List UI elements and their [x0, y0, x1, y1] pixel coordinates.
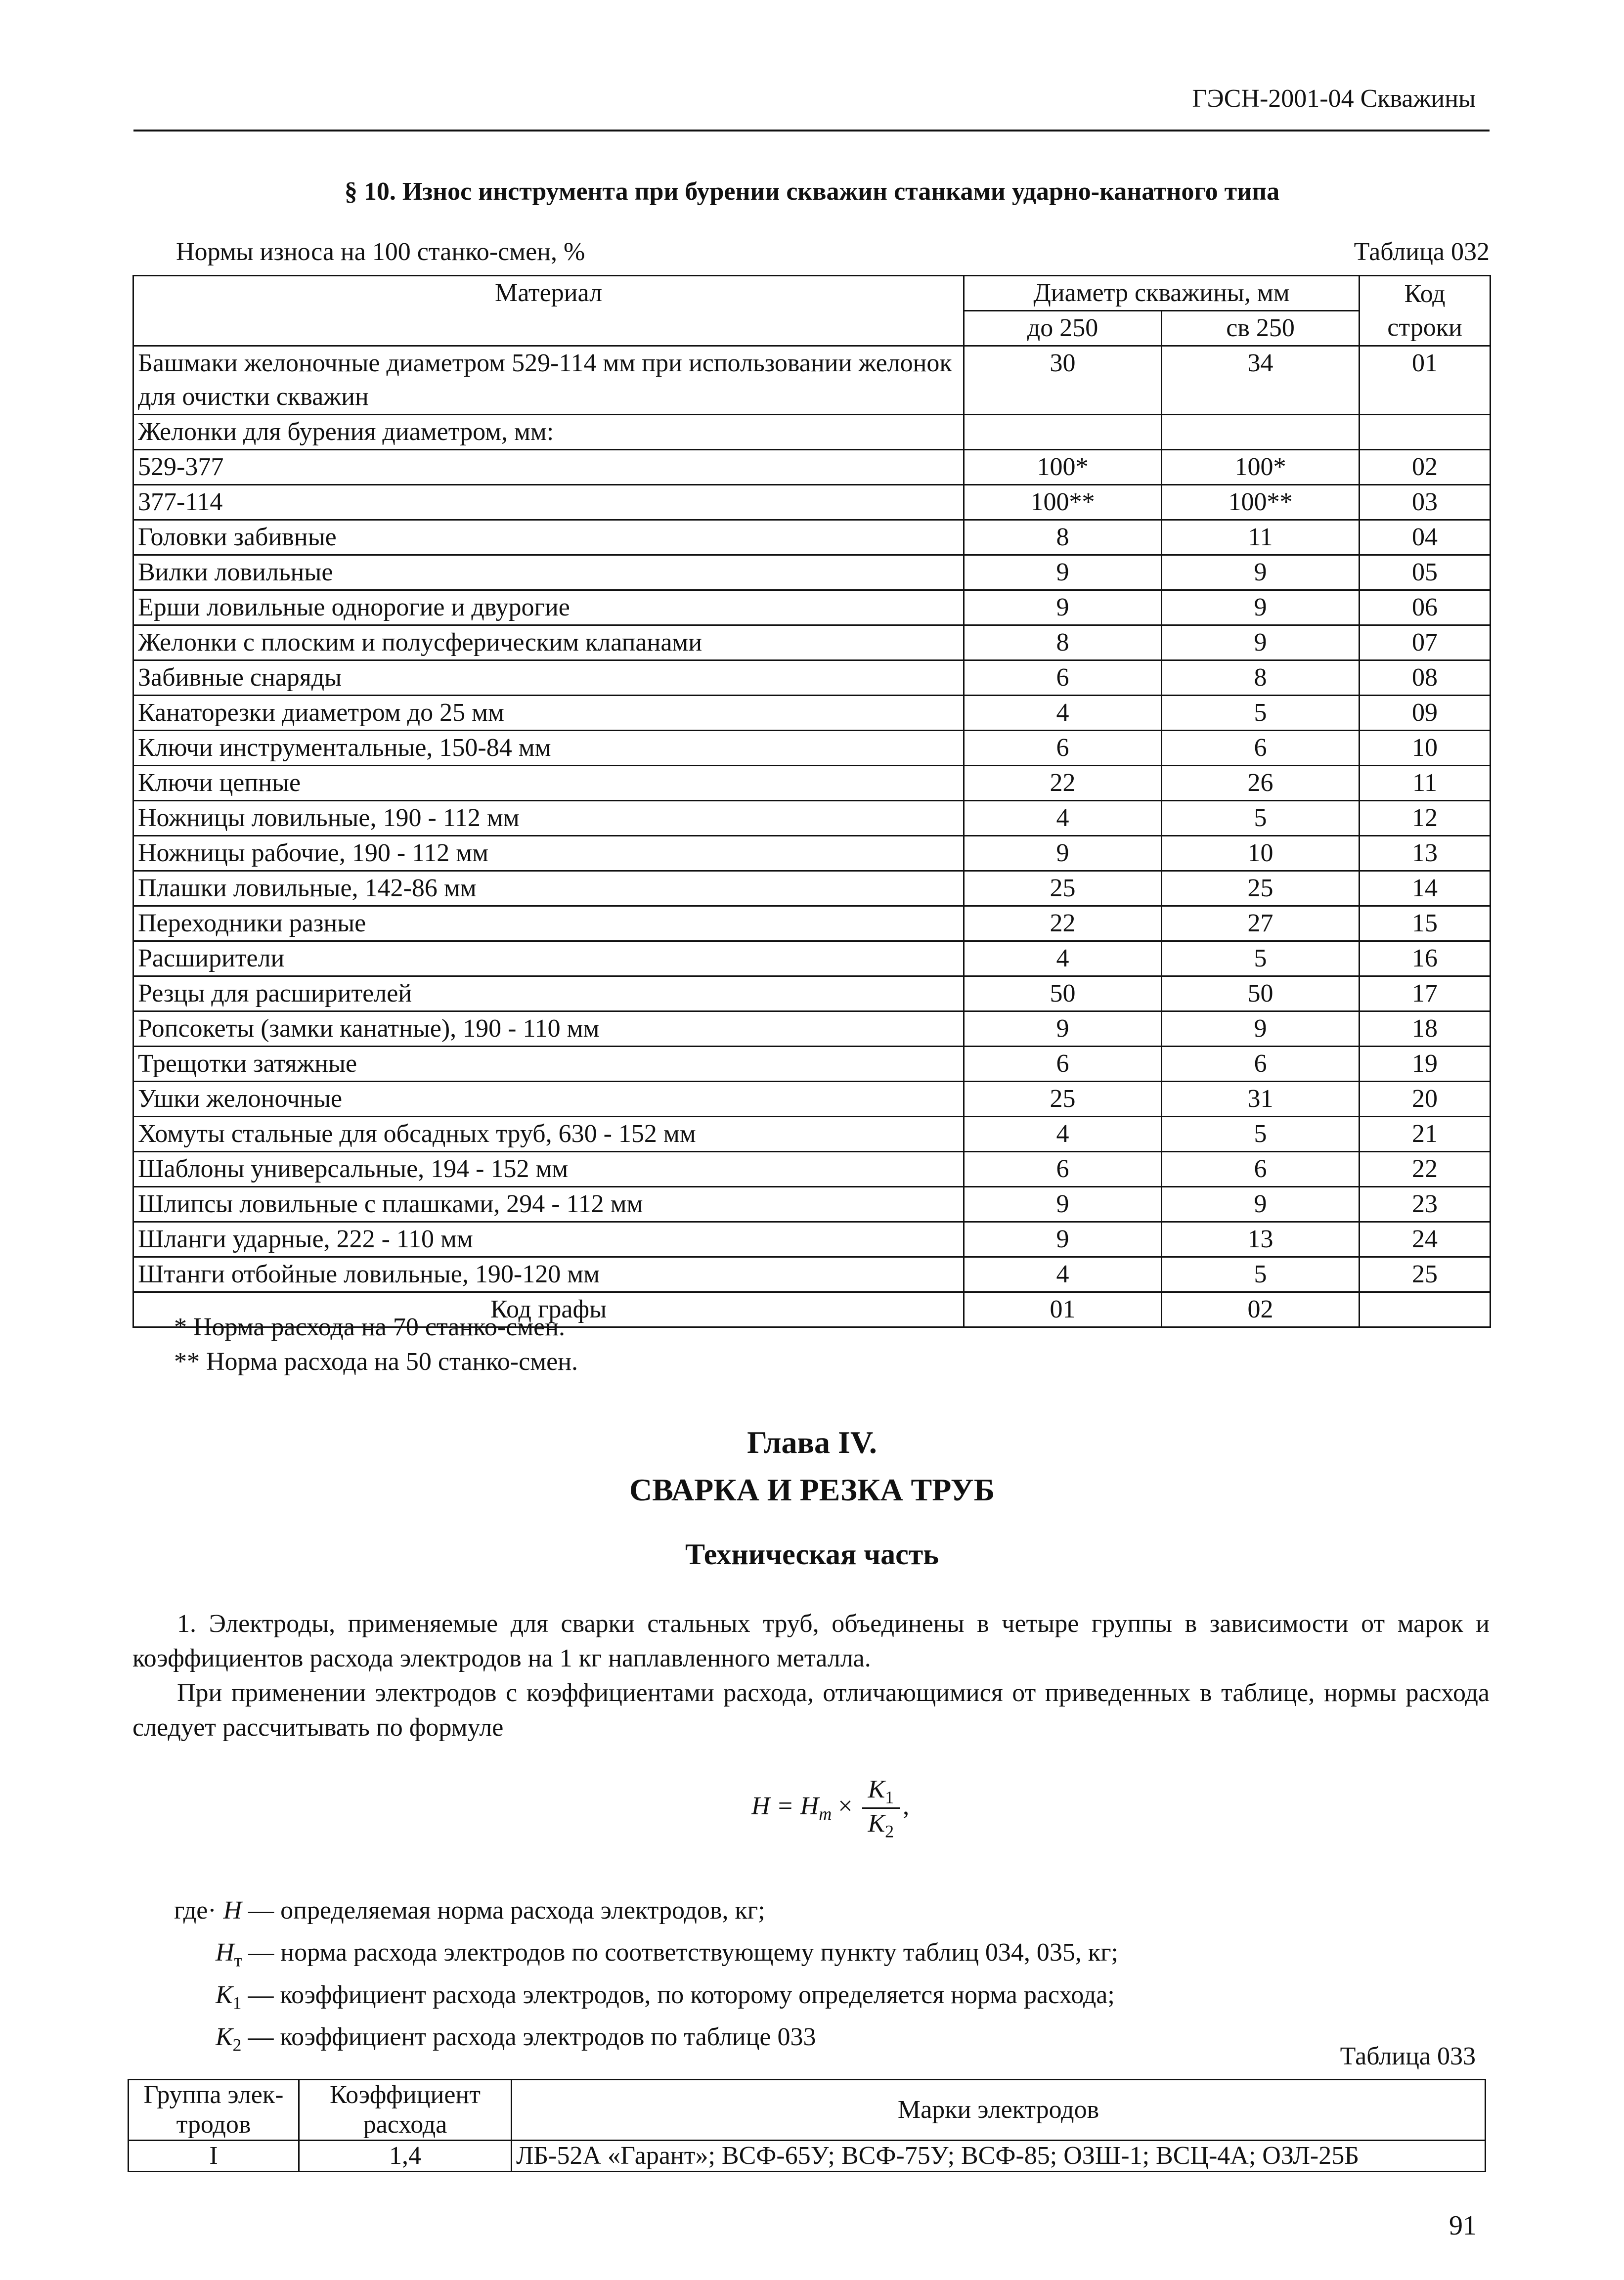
- table-row: [133, 976, 1491, 1011]
- cell-diameter-over-250: 50: [1162, 976, 1360, 1011]
- cell-material: Ключи инструментальные, 150-84 мм: [133, 731, 964, 766]
- cell-material: Ерши ловильные однорогие и двурогие: [133, 590, 964, 625]
- table-row: [133, 1082, 1491, 1117]
- cell-brands: ЛБ-52А «Гарант»; ВСФ-65У; ВСФ-75У; ВСФ-85; ОЗШ-1; ВСЦ-4А; ОЗЛ-25Б: [512, 2141, 1486, 2172]
- definition-text: — коэффициент расхода электродов по таблице 033: [241, 2023, 816, 2052]
- definition-prefix: где·: [174, 1896, 217, 1925]
- cell-diameter-upto-250: 22: [964, 906, 1162, 941]
- table-row: [133, 660, 1491, 696]
- table-033-header-row: [129, 2080, 1486, 2141]
- formula-tail: ,: [903, 1792, 910, 1820]
- table-row: [133, 555, 1491, 590]
- page-number: 91: [1449, 2210, 1477, 2241]
- cell-diameter-upto-250: 4: [964, 1117, 1162, 1152]
- cell-row-code: 03: [1360, 485, 1491, 520]
- cell-row-code: 01: [1360, 346, 1491, 415]
- cell-material: Вилки ловильные: [133, 555, 964, 590]
- cell-material: Головки забивные: [133, 520, 964, 555]
- definition-symbol: Н: [223, 1896, 242, 1925]
- denominator-symbol: К: [868, 1809, 885, 1838]
- definition-symbol: К: [216, 2023, 233, 2052]
- cell-diameter-over-250: 27: [1162, 906, 1360, 941]
- table-032-header-row-1: [133, 276, 1491, 311]
- cell-row-code: 14: [1360, 871, 1491, 906]
- formula-sub-t: т: [819, 1804, 832, 1824]
- cell-diameter-over-250: 9: [1162, 1011, 1360, 1047]
- cell-material: Забивные снаряды: [133, 660, 964, 696]
- formula-times: ×: [838, 1792, 853, 1820]
- table-row: [133, 1187, 1491, 1222]
- cell-diameter-upto-250: 50: [964, 976, 1162, 1011]
- table-row: [133, 1011, 1491, 1047]
- cell-row-code: 18: [1360, 1011, 1491, 1047]
- header-brands: Марки электродов: [512, 2080, 1486, 2141]
- table-row: [133, 731, 1491, 766]
- table-row: [133, 941, 1491, 976]
- cell-diameter-over-250: 9: [1162, 1187, 1360, 1222]
- definition-line: [174, 1893, 1118, 1935]
- cell-material: Расширители: [133, 941, 964, 976]
- cell-material: Желонки с плоским и полусферическим клапанами: [133, 625, 964, 660]
- cell-diameter-upto-250: 9: [964, 836, 1162, 871]
- table-row: [133, 766, 1491, 801]
- header-upto-250: до 250: [964, 311, 1162, 346]
- definition-symbol-sub: 2: [232, 2035, 242, 2055]
- table-033: [128, 2079, 1486, 2172]
- table-033-body: [129, 2141, 1486, 2172]
- cell-diameter-upto-250: 9: [964, 590, 1162, 625]
- cell-material: Плашки ловильные, 142-86 мм: [133, 871, 964, 906]
- cell-row-code: 16: [1360, 941, 1491, 976]
- cell-diameter-over-250: 6: [1162, 731, 1360, 766]
- cell-diameter-over-250: 6: [1162, 1047, 1360, 1082]
- note-2: ** Норма расхода на 50 станко-смен.: [174, 1348, 578, 1376]
- table-row: [133, 871, 1491, 906]
- definition-symbol: Н: [216, 1938, 234, 1967]
- cell-material: Шаблоны универсальные, 194 - 152 мм: [133, 1152, 964, 1187]
- cell-diameter-upto-250: 30: [964, 346, 1162, 415]
- numerator-symbol: К: [868, 1775, 885, 1803]
- header-diameter: Диаметр скважины, мм: [964, 276, 1360, 311]
- cell-material: Ушки желоночные: [133, 1082, 964, 1117]
- cell-material: Штанги отбойные ловильные, 190-120 мм: [133, 1257, 964, 1292]
- cell-diameter-over-250: 9: [1162, 625, 1360, 660]
- table-row: [133, 590, 1491, 625]
- paragraph-1: 1. Электроды, применяемые для сварки стальных труб, объединены в четыре группы в зависимости от марок и коэффициентов расхода электродов на 1 кг наплавленного металла.: [132, 1610, 1490, 1672]
- table-032-label: Таблица 032: [1354, 238, 1490, 266]
- table-row: [129, 2141, 1486, 2172]
- table-032-caption: Нормы износа на 100 станко-смен, %: [176, 238, 585, 266]
- cell-row-code: 02: [1360, 450, 1491, 485]
- table-row: [133, 801, 1491, 836]
- cell-diameter-over-250: 100*: [1162, 450, 1360, 485]
- cell-diameter-upto-250: 6: [964, 1047, 1162, 1082]
- formula-lhs: Н = Н: [751, 1792, 819, 1820]
- table-row: [133, 625, 1491, 660]
- cell-row-code: 17: [1360, 976, 1491, 1011]
- cell-diameter-over-250: 31: [1162, 1082, 1360, 1117]
- cell-diameter-over-250: 100**: [1162, 485, 1360, 520]
- cell-row-code: 20: [1360, 1082, 1491, 1117]
- cell-row-code: 10: [1360, 731, 1491, 766]
- cell-row-code: 22: [1360, 1152, 1491, 1187]
- cell-diameter-over-250: 6: [1162, 1152, 1360, 1187]
- cell-row-code: 04: [1360, 520, 1491, 555]
- footer-label: Код графы: [133, 1292, 964, 1327]
- chapter-heading: [0, 1419, 1624, 1514]
- numerator-sub: 1: [885, 1787, 894, 1807]
- table-row: [133, 1117, 1491, 1152]
- cell-diameter-upto-250: 4: [964, 941, 1162, 976]
- cell-diameter-over-250: 5: [1162, 801, 1360, 836]
- cell-diameter-upto-250: 25: [964, 871, 1162, 906]
- cell-material: Резцы для расширителей: [133, 976, 964, 1011]
- cell-row-code: 06: [1360, 590, 1491, 625]
- definition-text: — определяемая норма расхода электродов, кг;: [242, 1896, 765, 1925]
- cell-row-code: 12: [1360, 801, 1491, 836]
- footer-col-2: 02: [1162, 1292, 1360, 1327]
- cell-diameter-upto-250: 9: [964, 555, 1162, 590]
- cell-coef: 1,4: [299, 2141, 512, 2172]
- table-row: [133, 415, 1491, 450]
- header-group: Группа элек-тродов: [129, 2080, 299, 2141]
- tech-part-title: Техническая часть: [685, 1538, 939, 1571]
- paragraph-2: При применении электродов с коэффициентами расхода, отличающимися от приведенных в таблице, нормы расхода следует рассчитывать по формуле: [132, 1679, 1490, 1742]
- definitions-list: [174, 1893, 1118, 2062]
- table-032-notes: [174, 1310, 578, 1379]
- cell-material: Канаторезки диаметром до 25 мм: [133, 696, 964, 731]
- cell-diameter-over-250: 11: [1162, 520, 1360, 555]
- cell-diameter-over-250: 34: [1162, 346, 1360, 415]
- cell-diameter-upto-250: 6: [964, 660, 1162, 696]
- formula-numerator: [862, 1775, 900, 1809]
- cell-group: I: [129, 2141, 299, 2172]
- cell-diameter-upto-250: 9: [964, 1011, 1162, 1047]
- definition-line: [174, 1935, 1118, 1977]
- cell-diameter-upto-250: 9: [964, 1187, 1162, 1222]
- table-032: [132, 275, 1491, 1328]
- cell-row-code: 05: [1360, 555, 1491, 590]
- cell-diameter-upto-250: 8: [964, 520, 1162, 555]
- definition-symbol-sub: 1: [232, 1993, 242, 2013]
- cell-material: 377-114: [133, 485, 964, 520]
- table-033-label: Таблица 033: [1340, 2042, 1476, 2070]
- header-material: Материал: [133, 276, 964, 346]
- cell-diameter-over-250: 26: [1162, 766, 1360, 801]
- cell-material: 529-377: [133, 450, 964, 485]
- cell-material: Хомуты стальные для обсадных труб, 630 - 152 мм: [133, 1117, 964, 1152]
- cell-material: Ключи цепные: [133, 766, 964, 801]
- header-coef: Коэффициент расхода: [299, 2080, 512, 2141]
- cell-diameter-upto-250: 100*: [964, 450, 1162, 485]
- footer-empty: [1360, 1292, 1491, 1327]
- definition-symbol: К: [216, 1980, 233, 2009]
- cell-diameter-over-250: 5: [1162, 1257, 1360, 1292]
- header-divider: [133, 130, 1490, 132]
- table-row: [133, 450, 1491, 485]
- cell-diameter-over-250: [1162, 415, 1360, 450]
- cell-material: Переходники разные: [133, 906, 964, 941]
- cell-row-code: 11: [1360, 766, 1491, 801]
- cell-row-code: 08: [1360, 660, 1491, 696]
- definition-text: — коэффициент расхода электродов, по которому определяется норма расхода;: [241, 1980, 1115, 2009]
- cell-diameter-upto-250: 6: [964, 731, 1162, 766]
- cell-material: Ножницы рабочие, 190 - 112 мм: [133, 836, 964, 871]
- table-row: [133, 906, 1491, 941]
- formula-fraction: [862, 1775, 900, 1842]
- cell-material: Трещотки затяжные: [133, 1047, 964, 1082]
- cell-diameter-upto-250: 4: [964, 801, 1162, 836]
- cell-row-code: 07: [1360, 625, 1491, 660]
- chapter-title: СВАРКА И РЕЗКА ТРУБ: [629, 1472, 995, 1507]
- cell-row-code: 19: [1360, 1047, 1491, 1082]
- table-row: [133, 836, 1491, 871]
- formula-denominator: [862, 1809, 900, 1842]
- cell-diameter-upto-250: 100**: [964, 485, 1162, 520]
- cell-row-code: 23: [1360, 1187, 1491, 1222]
- cell-diameter-upto-250: 9: [964, 1222, 1162, 1257]
- cell-row-code: 21: [1360, 1117, 1491, 1152]
- cell-material: Башмаки желоночные диаметром 529-114 мм при использовании желонок для очистки скважин: [133, 346, 964, 415]
- definition-line: [174, 2020, 1118, 2062]
- cell-diameter-upto-250: 4: [964, 696, 1162, 731]
- table-row: [133, 1152, 1491, 1187]
- denominator-sub: 2: [885, 1821, 894, 1842]
- cell-row-code: 09: [1360, 696, 1491, 731]
- cell-diameter-over-250: 8: [1162, 660, 1360, 696]
- cell-row-code: 13: [1360, 836, 1491, 871]
- cell-material: Шланги ударные, 222 - 110 мм: [133, 1222, 964, 1257]
- table-row: [133, 1047, 1491, 1082]
- note-1: * Норма расхода на 70 станко-смен.: [174, 1313, 566, 1341]
- formula: [751, 1775, 909, 1842]
- table-row: [133, 696, 1491, 731]
- table-row: [133, 520, 1491, 555]
- cell-diameter-upto-250: 8: [964, 625, 1162, 660]
- table-row: [133, 485, 1491, 520]
- cell-diameter-over-250: 5: [1162, 696, 1360, 731]
- cell-diameter-upto-250: 22: [964, 766, 1162, 801]
- definition-text: — норма расхода электродов по соответствующему пункту таблиц 034, 035, кг;: [242, 1938, 1118, 1967]
- cell-diameter-over-250: 5: [1162, 1117, 1360, 1152]
- cell-diameter-upto-250: [964, 415, 1162, 450]
- cell-diameter-upto-250: 4: [964, 1257, 1162, 1292]
- table-row: [133, 346, 1491, 415]
- cell-diameter-over-250: 9: [1162, 555, 1360, 590]
- cell-diameter-over-250: 13: [1162, 1222, 1360, 1257]
- footer-col-1: 01: [964, 1292, 1162, 1327]
- page-header-title: ГЭСН-2001-04 Скважины: [1192, 85, 1476, 113]
- cell-row-code: 25: [1360, 1257, 1491, 1292]
- cell-material: Ножницы ловильные, 190 - 112 мм: [133, 801, 964, 836]
- cell-diameter-over-250: 9: [1162, 590, 1360, 625]
- header-code: Код строки: [1360, 276, 1491, 346]
- table-row: [133, 1257, 1491, 1292]
- cell-material: Желонки для бурения диаметром, мм:: [133, 415, 964, 450]
- table-032-body: [133, 346, 1491, 1292]
- cell-row-code: 24: [1360, 1222, 1491, 1257]
- cell-diameter-upto-250: 6: [964, 1152, 1162, 1187]
- cell-material: Шлипсы ловильные с плашками, 294 - 112 мм: [133, 1187, 964, 1222]
- cell-diameter-over-250: 25: [1162, 871, 1360, 906]
- cell-diameter-upto-250: 25: [964, 1082, 1162, 1117]
- cell-diameter-over-250: 5: [1162, 941, 1360, 976]
- chapter-number: Глава IV.: [747, 1425, 877, 1460]
- definition-symbol-sub: т: [234, 1950, 242, 1971]
- cell-row-code: [1360, 415, 1491, 450]
- cell-row-code: 15: [1360, 906, 1491, 941]
- cell-diameter-over-250: 10: [1162, 836, 1360, 871]
- table-row: [133, 1222, 1491, 1257]
- section-title: § 10. Износ инструмента при бурении скважин станками ударно-канатного типа: [344, 177, 1280, 206]
- definition-line: [174, 1978, 1118, 2020]
- header-over-250: св 250: [1162, 311, 1360, 346]
- cell-material: Ропсокеты (замки канатные), 190 - 110 мм: [133, 1011, 964, 1047]
